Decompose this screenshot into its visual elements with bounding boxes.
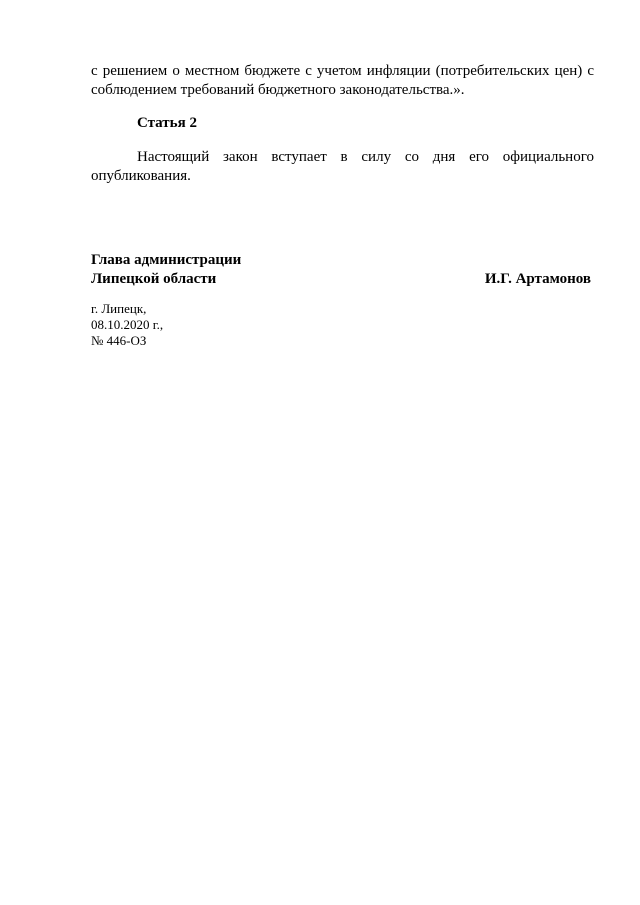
paragraph-article1-ending xyxy=(91,62,594,100)
document-meta xyxy=(91,301,163,349)
meta-city: г. Липецк, xyxy=(91,301,147,316)
meta-date: 08.10.2020 г., xyxy=(91,317,164,332)
paragraph-article2 xyxy=(91,148,594,186)
paragraph-line: опубликования. xyxy=(91,168,191,184)
signatory-position-line1: Глава администрации xyxy=(91,252,242,268)
paragraph-line: соблюдением требований бюджетного законодательства.». xyxy=(91,82,465,98)
meta-number: № 446-ОЗ xyxy=(91,333,147,348)
paragraph-line: с решением о местном бюджете с учетом инфляции (потребительских цен) с xyxy=(91,63,594,79)
signatory-name: И.Г. Артамонов xyxy=(484,271,591,287)
signature-row xyxy=(91,270,594,289)
article-heading: Статья 2 xyxy=(137,115,197,131)
signatory-position-line2: Липецкой области xyxy=(91,271,217,287)
signature-block xyxy=(91,251,594,289)
paragraph-line: Настоящий закон вступает в силу со дня его официального xyxy=(137,149,594,165)
